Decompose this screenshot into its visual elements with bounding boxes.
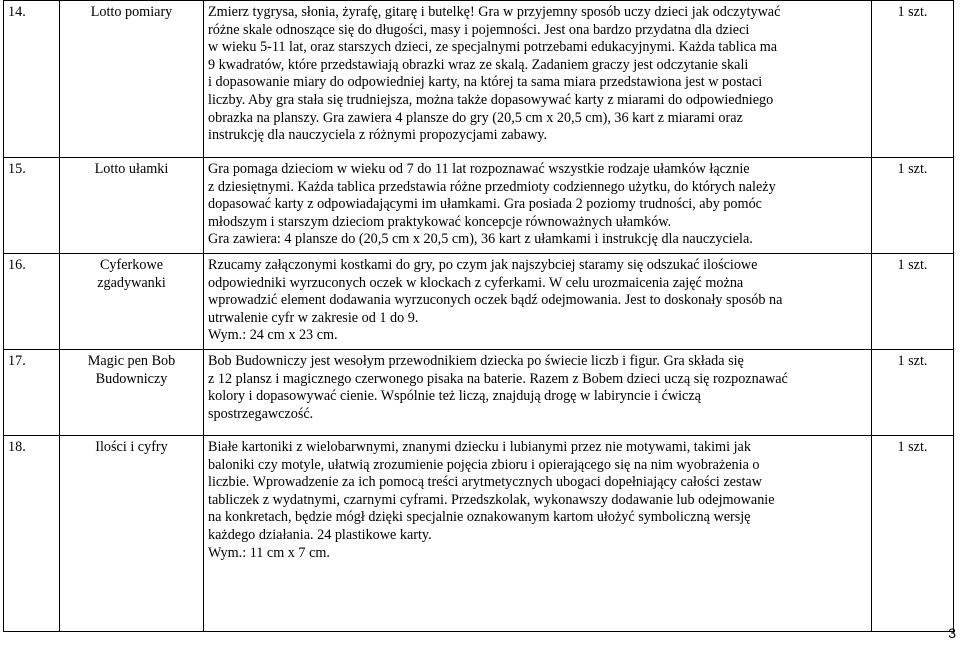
item-number: 17. — [4, 349, 60, 435]
description-line: w wieku 5-11 lat, oraz starszych dzieci, ze specjalnymi potrzebami edukacyjnymi. Każda tablica ma — [208, 39, 778, 56]
description-line: liczby. Aby gra stała się trudniejsza, można także dopasowywać karty z miarami do odpowiedniego — [208, 91, 774, 108]
description-line: każdego działania. 24 plastikowe karty. — [208, 526, 432, 543]
table-row — [4, 349, 954, 435]
description-line: z dziesiętnymi. Każda tablica przedstawia różne przedmioty codziennego użytku, do których należy — [208, 178, 776, 195]
product-table — [3, 0, 954, 632]
item-name: Cyferkowe zgadywanki — [60, 253, 204, 349]
table-row — [4, 1, 954, 158]
description-line: Gra zawiera: 4 plansze do (20,5 cm x 20,5 cm), 36 kart z ułamkami i instrukcję dla nauczyciela. — [208, 231, 753, 248]
description-line: odpowiedniki wyrzuconych oczek w klockach z cyferkami. W celu urozmaicenia zajęć można — [208, 274, 744, 291]
item-number: 14. — [4, 1, 60, 158]
description-line: i dopasowanie miary do odpowiedniej karty, na której ta sama miara przedstawiona jest w postaci — [208, 74, 763, 91]
description-line: na konkretach, będzie mógł dzięki specjalnie oznakowanym kartom ułożyć symboliczną wersję — [208, 509, 751, 526]
description-line: różne skale odnoszące się do długości, masy i pojemności. Jest ona bardzo przydatna dla dzieci — [208, 21, 750, 38]
item-name: Ilości i cyfry — [60, 435, 204, 631]
description-line: wprowadzić element dodawania wyrzuconych oczek bądź odejmowania. Jest to doskonały sposób na — [208, 292, 783, 309]
item-description — [204, 158, 872, 254]
item-description — [204, 435, 872, 631]
description-line: Wym.: 11 cm x 7 cm. — [208, 544, 330, 561]
item-number: 15. — [4, 158, 60, 254]
description-line: baloniki czy motyle, ułatwią zrozumienie pojęcia zbioru i opierającego się na nim wyobrażenia o — [208, 456, 760, 473]
description-line: kolory i dopasowywać cienie. Wspólnie też liczą, znajdują drogę w labiryncie i ćwiczą — [208, 388, 701, 405]
description-line: dopasować karty z odpowiadającymi im ułamkami. Gra posiada 2 poziomy trudności, aby pomóc — [208, 196, 762, 213]
table-row — [4, 253, 954, 349]
description-line: instrukcję dla nauczyciela z różnymi propozycjami zabawy. — [208, 127, 548, 144]
description-line: utrwalenie cyfr w zakresie od 1 do 9. — [208, 309, 419, 326]
item-quantity: 1 szt. — [872, 158, 954, 254]
description-line: Wym.: 24 cm x 23 cm. — [208, 327, 338, 344]
description-line: spostrzegawczość. — [208, 405, 314, 422]
description-line: z 12 plansz i magicznego czerwonego pisaka na baterie. Razem z Bobem dzieci uczą się rozpoznawać — [208, 370, 788, 387]
item-quantity: 1 szt. — [872, 435, 954, 631]
item-description — [204, 349, 872, 435]
table-row — [4, 435, 954, 631]
item-quantity: 1 szt. — [872, 349, 954, 435]
description-line: Białe kartoniki z wielobarwnymi, znanymi dziecku i lubianymi przez nie motywami, takimi jak — [208, 438, 751, 455]
description-line: Rzucamy załączonymi kostkami do gry, po czym jak najszybciej staramy się odszukać ilościowe — [208, 256, 758, 273]
description-line: Gra pomaga dzieciom w wieku od 7 do 11 lat rozpoznawać wszystkie rodzaje ułamków łącznie — [208, 161, 750, 177]
page-number: 3 — [948, 625, 956, 641]
item-name: Lotto ułamki — [60, 158, 204, 254]
item-description — [204, 253, 872, 349]
description-line: liczbie. Wprowadzenie za ich pomocą treści arytmetycznych ubogaci dopełniający całości zestaw — [208, 474, 762, 491]
description-line: Bob Budowniczy jest wesołym przewodnikiem dziecka po świecie liczb i figur. Gra składa się — [208, 352, 744, 369]
item-name: Magic pen Bob Budowniczy — [60, 349, 204, 435]
description-line: młodszym i starszym dzieciom praktykować koncepcje równoważnych ułamków. — [208, 213, 672, 230]
item-number: 16. — [4, 253, 60, 349]
description-line: Zmierz tygrysa, słonia, żyrafę, gitarę i butelkę! Gra w przyjemny sposób uczy dzieci jak odczytywać — [208, 4, 781, 20]
description-line: tabliczek z wydatnymi, czarnymi cyframi. Przedszkolak, wykonawszy dodawanie lub odejmowanie — [208, 491, 775, 508]
item-quantity: 1 szt. — [872, 253, 954, 349]
table-row — [4, 158, 954, 254]
item-number: 18. — [4, 435, 60, 631]
description-line: obrazka na planszy. Gra zawiera 4 plansze do gry (20,5 cm x 20,5 cm), 36 kart z miarami oraz — [208, 109, 743, 126]
item-name: Lotto pomiary — [60, 1, 204, 158]
item-quantity: 1 szt. — [872, 1, 954, 158]
item-description — [204, 1, 872, 158]
description-line: 9 kwadratów, które przedstawiają obrazki wraz ze skalą. Zadaniem graczy jest odczytanie skali — [208, 56, 749, 73]
